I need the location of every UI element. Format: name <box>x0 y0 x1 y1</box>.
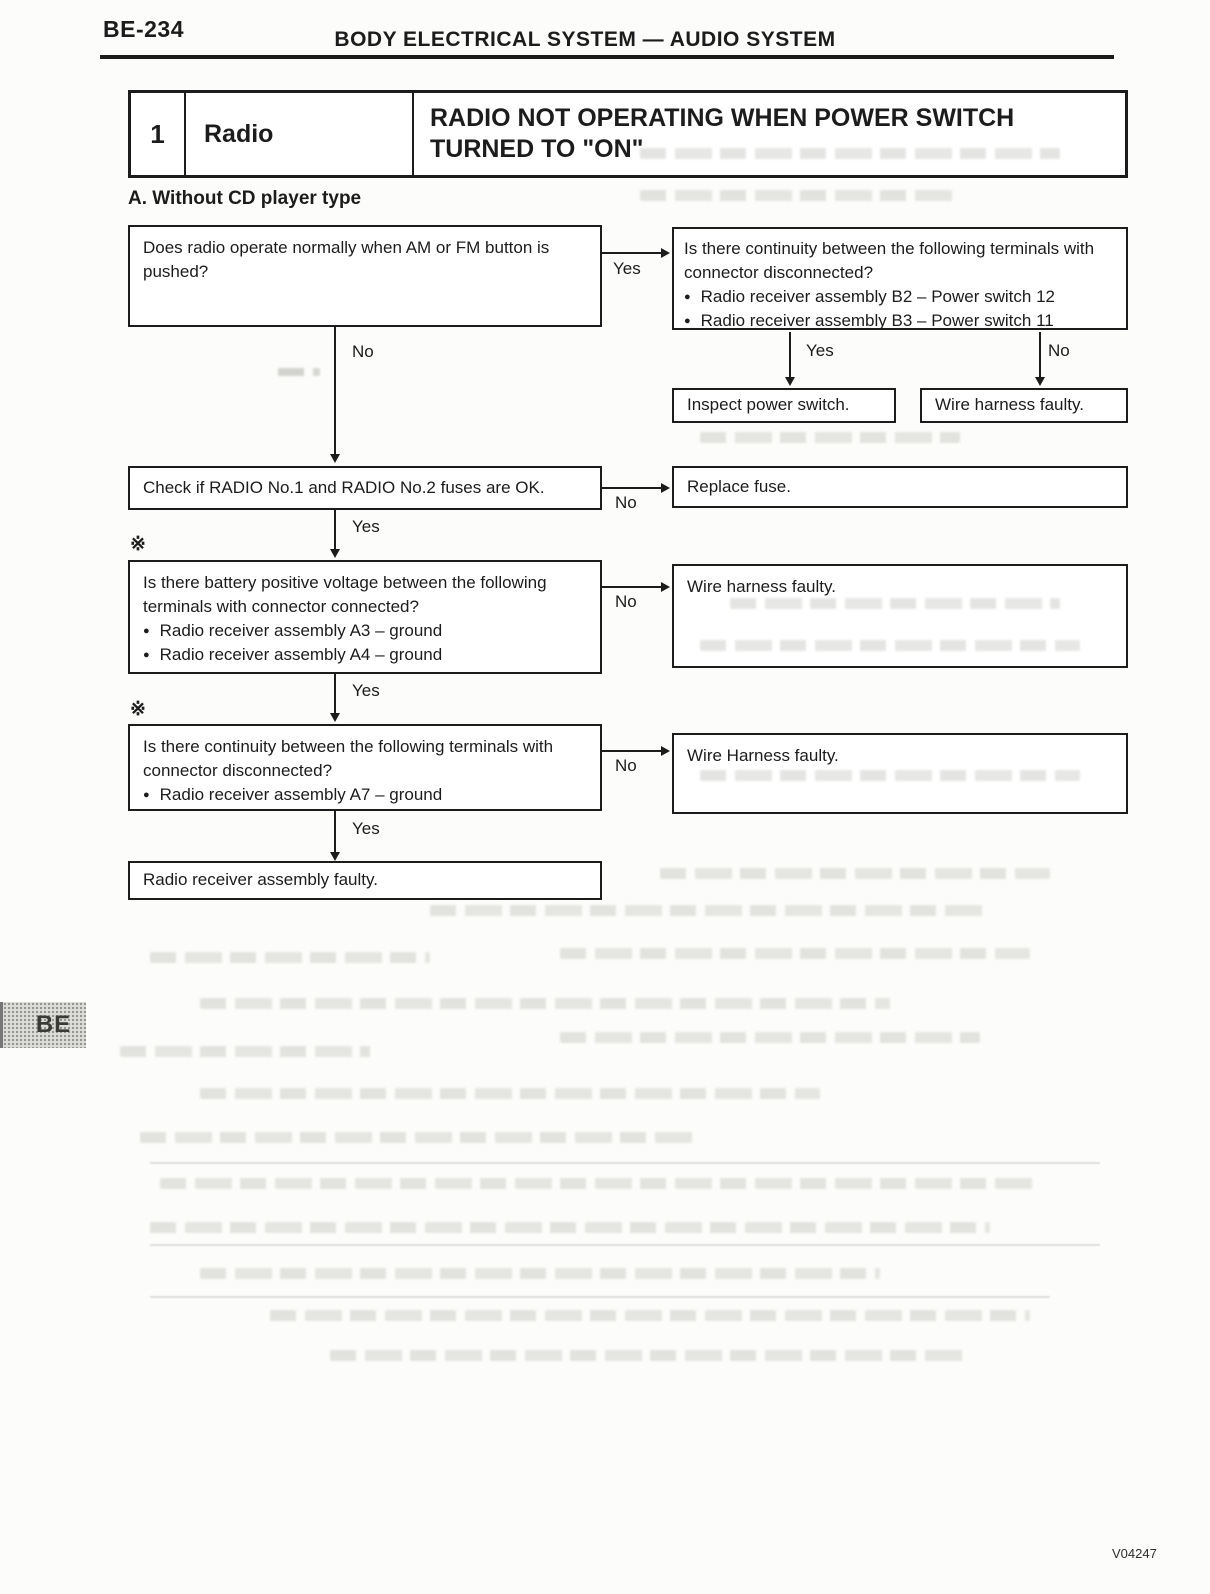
flow-box-wire-harness-top <box>920 388 1128 423</box>
header-rule <box>100 55 1114 59</box>
reference-mark: ※ <box>130 534 146 555</box>
connector-line <box>334 811 336 853</box>
branch-label-no: No <box>615 493 637 512</box>
bullet-icon: ● <box>143 789 150 802</box>
ghost-text-line <box>560 1032 980 1043</box>
ghost-text-line <box>560 948 1030 959</box>
branch-label-yes: Yes <box>806 341 834 360</box>
branch-label-no: No <box>1048 341 1070 360</box>
arrowhead-down-icon <box>330 852 340 861</box>
bullet-text: Radio receiver assembly A3 – ground <box>159 621 443 641</box>
bullet-icon: ● <box>143 625 150 638</box>
trouble-index: 1 <box>131 93 186 175</box>
trouble-system: Radio <box>186 93 414 175</box>
ghost-text-line <box>700 770 1080 781</box>
reference-mark: ※ <box>130 699 146 720</box>
bullet-text: Radio receiver assembly A4 – ground <box>159 645 443 665</box>
bullet-item <box>143 619 587 643</box>
ghost-text-line <box>120 1046 370 1057</box>
connector-line <box>789 332 791 378</box>
page-code: BE-234 <box>103 16 184 42</box>
flow-box-radio-operate-question <box>128 225 602 327</box>
result-text: Wire harness faulty. <box>687 577 836 596</box>
branch-label-no: No <box>615 756 637 775</box>
flow-box-inspect-power-switch <box>672 388 896 423</box>
arrowhead-down-icon <box>330 549 340 558</box>
branch-label-yes: Yes <box>352 517 380 536</box>
trouble-problem: RADIO NOT OPERATING WHEN POWER SWITCH TURNED TO "ON" <box>430 103 1015 163</box>
arrowhead-right-icon <box>661 483 670 493</box>
bullet-item <box>684 309 1116 333</box>
ghost-text-line <box>160 1178 1040 1189</box>
bullet-text: Radio receiver assembly B3 – Power switch 11 <box>700 311 1054 331</box>
bullet-item <box>143 643 587 667</box>
arrowhead-right-icon <box>661 248 670 258</box>
bullet-icon: ● <box>143 649 150 662</box>
branch-label-yes: Yes <box>613 259 641 278</box>
flow-box-battery-voltage <box>128 560 602 674</box>
question-text: Check if RADIO No.1 and RADIO No.2 fuses are OK. <box>143 477 545 497</box>
branch-label-no: No <box>352 342 374 361</box>
page-header-title: BODY ELECTRICAL SYSTEM — AUDIO SYSTEM <box>334 28 836 51</box>
connector-line <box>602 252 662 254</box>
connector-line <box>602 586 662 588</box>
flow-box-radio-receiver-faulty <box>128 861 602 900</box>
connector-line <box>602 487 662 489</box>
ghost-text-line <box>270 1310 1030 1321</box>
ghost-text-line <box>730 598 1060 609</box>
arrowhead-right-icon <box>661 746 670 756</box>
connector-line <box>334 674 336 714</box>
trouble-title-table <box>128 90 1128 178</box>
ghost-rule-line <box>150 1296 1050 1298</box>
ghost-text-line <box>700 432 960 443</box>
question-text: Is there continuity between the following terminals with connector disconnected? <box>143 737 554 781</box>
result-text: Radio receiver assembly faulty. <box>143 870 378 890</box>
section-side-tab: BE <box>0 1002 86 1048</box>
ghost-text-line <box>330 1350 970 1361</box>
ghost-text-line <box>150 952 430 963</box>
branch-label-no: No <box>615 592 637 611</box>
ghost-rule-line <box>150 1244 1100 1246</box>
result-text: Wire Harness faulty. <box>687 746 839 765</box>
bullet-text: Radio receiver assembly A7 – ground <box>159 785 443 805</box>
arrowhead-down-icon <box>330 713 340 722</box>
ghost-text-line <box>640 190 960 201</box>
bullet-item <box>684 285 1116 309</box>
flow-box-continuity-ground <box>128 724 602 811</box>
flow-box-fuse-check <box>128 466 602 510</box>
ghost-smudge <box>278 368 320 376</box>
arrowhead-down-icon <box>330 454 340 463</box>
subsection-heading: A. Without CD player type <box>128 188 362 209</box>
connector-line <box>1039 332 1041 378</box>
result-text: Inspect power switch. <box>687 395 850 415</box>
result-text: Wire harness faulty. <box>935 395 1084 415</box>
question-text: Is there battery positive voltage between the following terminals with connector connected? <box>143 573 547 617</box>
connector-line <box>334 510 336 550</box>
ghost-text-line <box>200 998 890 1009</box>
connector-line <box>602 750 662 752</box>
ghost-text-line <box>700 640 1080 651</box>
question-text: Does radio operate normally when AM or FM button is pushed? <box>143 238 550 282</box>
flow-box-replace-fuse <box>672 466 1128 508</box>
flow-box-wire-harness-mid <box>672 564 1128 668</box>
branch-label-yes: Yes <box>352 819 380 838</box>
flow-box-continuity-power-switch <box>672 227 1128 330</box>
ghost-text-line <box>430 905 990 916</box>
arrowhead-down-icon <box>785 377 795 386</box>
ghost-text-line <box>150 1222 990 1233</box>
bullet-text: Radio receiver assembly B2 – Power switch 12 <box>700 287 1055 307</box>
ghost-text-line <box>200 1088 820 1099</box>
ghost-text-line <box>640 148 1060 159</box>
bullet-icon: ● <box>684 315 691 328</box>
ghost-text-line <box>660 868 1050 879</box>
bullet-icon: ● <box>684 291 691 304</box>
ghost-rule-line <box>150 1162 1100 1164</box>
bullet-item <box>143 783 587 807</box>
ghost-text-line <box>140 1132 700 1143</box>
figure-code: V04247 <box>1112 1546 1157 1561</box>
arrowhead-right-icon <box>661 582 670 592</box>
branch-label-yes: Yes <box>352 681 380 700</box>
arrowhead-down-icon <box>1035 377 1045 386</box>
question-text: Is there continuity between the following terminals with connector disconnected? <box>684 239 1095 283</box>
connector-line <box>334 327 336 455</box>
result-text: Replace fuse. <box>687 476 791 496</box>
ghost-text-line <box>200 1268 880 1279</box>
